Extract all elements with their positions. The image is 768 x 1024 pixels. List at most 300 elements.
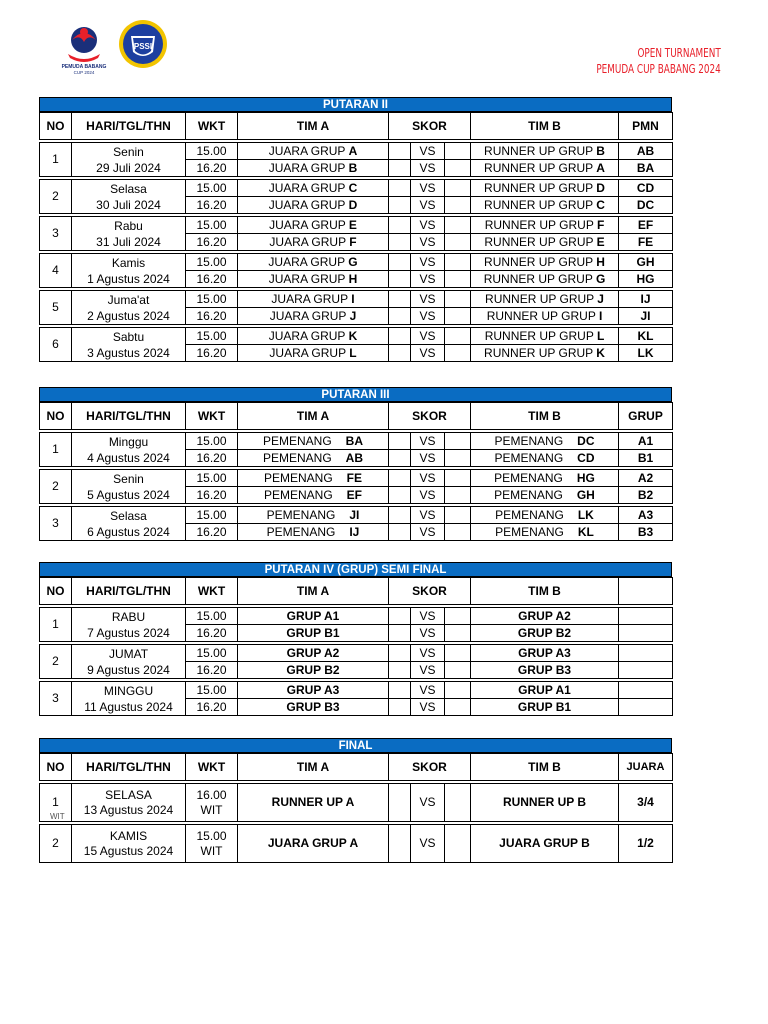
score-a xyxy=(389,699,411,716)
team-b-code: KL xyxy=(577,524,594,539)
team-a xyxy=(238,271,389,288)
match-date xyxy=(72,254,186,288)
team-a-code: A xyxy=(348,143,358,158)
match-no: 1 xyxy=(40,143,72,177)
team-a xyxy=(238,160,389,177)
match-time: 16.20 xyxy=(186,197,238,214)
header-team-a: TIM A xyxy=(238,113,389,140)
match-time: 16.20 xyxy=(186,234,238,251)
header-no: NO xyxy=(40,754,72,781)
team-a-prefix: PEMENANG xyxy=(263,470,333,485)
header-last: JUARA xyxy=(619,754,673,781)
header-score: SKOR xyxy=(389,113,471,140)
team-b-prefix: RUNNER UP GRUP xyxy=(484,143,597,158)
team-a: GRUP A1 xyxy=(238,608,389,625)
team-b: GRUP A1 xyxy=(471,682,619,699)
team-a-code: H xyxy=(348,271,358,286)
header-team-a: TIM A xyxy=(238,578,389,605)
svg-text:PSSI: PSSI xyxy=(133,42,153,51)
team-a xyxy=(238,470,389,487)
vs-label: VS xyxy=(411,160,445,177)
score-a xyxy=(389,180,411,197)
team-a-prefix: PEMENANG xyxy=(262,433,332,448)
team-a xyxy=(238,345,389,362)
vs-label: VS xyxy=(411,645,445,662)
team-a-prefix: JUARA GRUP xyxy=(269,308,350,323)
team-b-prefix: RUNNER UP GRUP xyxy=(484,254,597,269)
vs-label: VS xyxy=(411,271,445,288)
match-time: 15.00 xyxy=(186,180,238,197)
team-b xyxy=(471,291,619,308)
match-day: Senin xyxy=(113,471,144,486)
match-time-value: 15.00 xyxy=(196,828,227,843)
header-time: WKT xyxy=(186,754,238,781)
team-b-prefix: RUNNER UP GRUP xyxy=(486,308,599,323)
match-no: 4 xyxy=(40,254,72,288)
match-timezone: WIT xyxy=(200,802,223,817)
vs-label: VS xyxy=(411,328,445,345)
match-date-text: 29 Juli 2024 xyxy=(96,160,161,175)
team-a-prefix: JUARA GRUP xyxy=(268,271,349,286)
match-date-text: 13 Agustus 2024 xyxy=(83,802,174,817)
team-a: GRUP B2 xyxy=(238,662,389,679)
match-time: 15.00 xyxy=(186,254,238,271)
table-row xyxy=(40,682,673,699)
match-date-text: 11 Agustus 2024 xyxy=(84,699,173,714)
team-b-code: F xyxy=(596,217,605,232)
match-date-text: 5 Agustus 2024 xyxy=(87,487,170,502)
pemuda-cup-logo xyxy=(58,20,110,76)
team-b xyxy=(471,450,619,467)
match-date-text: 6 Agustus 2024 xyxy=(87,524,170,539)
team-b xyxy=(471,308,619,325)
table-row xyxy=(40,784,673,822)
table-row xyxy=(40,143,673,160)
team-b xyxy=(471,433,619,450)
match-no: 2 xyxy=(40,470,72,504)
score-a xyxy=(389,825,411,863)
score-a xyxy=(389,308,411,325)
pssi-logo xyxy=(118,18,168,70)
team-b: GRUP B1 xyxy=(471,699,619,716)
team-b xyxy=(471,217,619,234)
match-no: 3 xyxy=(40,507,72,541)
team-a-code: IJ xyxy=(349,524,360,539)
score-b xyxy=(445,524,471,541)
team-a xyxy=(238,524,389,541)
vs-label: VS xyxy=(411,254,445,271)
match-date xyxy=(72,328,186,362)
team-a-code: K xyxy=(348,328,358,343)
match-time: 16.20 xyxy=(186,699,238,716)
pairing-code: AB xyxy=(619,143,673,160)
team-b xyxy=(471,507,619,524)
vs-label: VS xyxy=(411,784,445,822)
team-a-code: I xyxy=(351,291,355,306)
pairing-code: A3 xyxy=(619,507,673,524)
team-a xyxy=(238,180,389,197)
team-b xyxy=(471,160,619,177)
match-no: 1 xyxy=(40,608,72,642)
schedule-table xyxy=(39,753,673,863)
header-score: SKOR xyxy=(389,754,471,781)
svg-text:CUP 2024: CUP 2024 xyxy=(73,70,95,75)
match-day: Juma'at xyxy=(107,292,150,307)
schedule-table xyxy=(39,112,673,362)
team-a: RUNNER UP A xyxy=(238,784,389,822)
match-date xyxy=(72,825,186,863)
team-b: RUNNER UP B xyxy=(471,784,619,822)
team-b xyxy=(471,143,619,160)
table-row xyxy=(40,507,673,524)
team-a: GRUP A3 xyxy=(238,682,389,699)
score-a xyxy=(389,217,411,234)
team-b-code: E xyxy=(596,234,605,249)
score-a xyxy=(389,470,411,487)
score-b xyxy=(445,271,471,288)
score-b xyxy=(445,625,471,642)
pairing-code: BA xyxy=(619,160,673,177)
score-b xyxy=(445,291,471,308)
team-a-prefix: JUARA GRUP xyxy=(269,345,350,360)
score-a xyxy=(389,433,411,450)
match-time: 16.20 xyxy=(186,308,238,325)
score-a xyxy=(389,254,411,271)
vs-label: VS xyxy=(411,433,445,450)
team-b-prefix: PEMENANG xyxy=(494,450,564,465)
team-b: GRUP A3 xyxy=(471,645,619,662)
team-b-prefix: RUNNER UP GRUP xyxy=(484,328,597,343)
team-b-prefix: PEMENANG xyxy=(495,507,564,522)
final-section xyxy=(39,738,672,863)
team-b-code: G xyxy=(595,271,606,286)
table-row xyxy=(40,470,673,487)
header-date: HARI/TGL/THN xyxy=(72,403,186,430)
team-b-prefix: PEMENANG xyxy=(494,470,563,485)
match-no: 2 xyxy=(40,825,72,863)
score-b xyxy=(445,699,471,716)
match-time xyxy=(186,784,238,822)
header-time: WKT xyxy=(186,113,238,140)
match-time: 15.00 xyxy=(186,291,238,308)
round-3-section xyxy=(39,387,672,541)
empty-cell xyxy=(619,662,673,679)
match-date-text: 3 Agustus 2024 xyxy=(87,345,170,360)
table-row xyxy=(40,328,673,345)
score-b xyxy=(445,197,471,214)
team-a xyxy=(238,143,389,160)
score-b xyxy=(445,433,471,450)
team-a-code: B xyxy=(348,160,358,175)
header-team-b: TIM B xyxy=(471,754,619,781)
header-no: NO xyxy=(40,578,72,605)
score-b xyxy=(445,180,471,197)
match-day: Minggu xyxy=(108,434,149,449)
team-b-code: LK xyxy=(577,507,594,522)
match-no: 3 xyxy=(40,217,72,251)
empty-cell xyxy=(619,608,673,625)
team-a xyxy=(238,487,389,504)
team-b-prefix: RUNNER UP GRUP xyxy=(484,180,597,195)
empty-cell xyxy=(619,625,673,642)
vs-label: VS xyxy=(411,662,445,679)
header-last: PMN xyxy=(619,113,673,140)
table-header-row xyxy=(40,754,673,781)
match-time: 16.20 xyxy=(186,160,238,177)
score-b xyxy=(445,450,471,467)
vs-label: VS xyxy=(411,291,445,308)
header-last xyxy=(619,578,673,605)
header-team-a: TIM A xyxy=(238,754,389,781)
header-no: NO xyxy=(40,113,72,140)
pairing-code: B2 xyxy=(619,487,673,504)
score-b xyxy=(445,645,471,662)
header-date: HARI/TGL/THN xyxy=(72,754,186,781)
score-b xyxy=(445,507,471,524)
table-row xyxy=(40,608,673,625)
team-a xyxy=(238,450,389,467)
score-b xyxy=(445,254,471,271)
team-b xyxy=(471,271,619,288)
vs-label: VS xyxy=(411,180,445,197)
match-time: 15.00 xyxy=(186,433,238,450)
vs-label: VS xyxy=(411,487,445,504)
section-title: PUTARAN IV (GRUP) SEMI FINAL xyxy=(39,562,672,577)
team-a-code: L xyxy=(349,345,357,360)
score-a xyxy=(389,507,411,524)
score-b xyxy=(445,234,471,251)
team-a-code: G xyxy=(348,254,358,269)
round-2-section xyxy=(39,97,672,362)
match-date xyxy=(72,507,186,541)
stray-wit-text: WIT xyxy=(50,812,65,821)
match-day: SELASA xyxy=(105,787,152,802)
team-a-code: C xyxy=(348,180,358,195)
table-header-row xyxy=(40,578,673,605)
team-b-prefix: PEMENANG xyxy=(494,487,563,502)
vs-label: VS xyxy=(411,682,445,699)
pairing-code: GH xyxy=(619,254,673,271)
team-b-code: K xyxy=(596,345,605,360)
vs-label: VS xyxy=(411,524,445,541)
team-a-prefix: PEMENANG xyxy=(263,487,333,502)
team-a-prefix: JUARA GRUP xyxy=(271,291,352,306)
team-b-prefix: RUNNER UP GRUP xyxy=(484,345,597,360)
pairing-code: KL xyxy=(619,328,673,345)
pairing-code: B3 xyxy=(619,524,673,541)
vs-label: VS xyxy=(411,217,445,234)
match-date xyxy=(72,682,186,716)
team-a-code: D xyxy=(348,197,358,212)
score-a xyxy=(389,450,411,467)
match-no: 1 xyxy=(40,433,72,467)
match-date-text: 2 Agustus 2024 xyxy=(87,308,170,323)
score-a xyxy=(389,143,411,160)
vs-label: VS xyxy=(411,143,445,160)
team-a: GRUP B3 xyxy=(238,699,389,716)
header-team-b: TIM B xyxy=(471,113,619,140)
empty-cell xyxy=(619,682,673,699)
team-a-prefix: JUARA GRUP xyxy=(268,254,349,269)
team-a xyxy=(238,254,389,271)
team-a xyxy=(238,217,389,234)
team-b-code: HG xyxy=(576,470,595,485)
score-b xyxy=(445,487,471,504)
team-a xyxy=(238,328,389,345)
team-b-code: DC xyxy=(577,433,595,448)
team-a-code: AB xyxy=(345,450,364,465)
match-no: 5 xyxy=(40,291,72,325)
pairing-code: JI xyxy=(619,308,673,325)
team-a-code: FE xyxy=(346,470,363,485)
team-b xyxy=(471,470,619,487)
match-date xyxy=(72,645,186,679)
match-no: 6 xyxy=(40,328,72,362)
team-b-code: C xyxy=(596,197,605,212)
score-a xyxy=(389,291,411,308)
team-a-prefix: JUARA GRUP xyxy=(268,180,349,195)
team-a-prefix: JUARA GRUP xyxy=(268,143,349,158)
score-a xyxy=(389,784,411,822)
placement: 1/2 xyxy=(619,825,673,863)
header-time: WKT xyxy=(186,403,238,430)
pairing-code: HG xyxy=(619,271,673,288)
pairing-code: DC xyxy=(619,197,673,214)
team-a xyxy=(238,507,389,524)
team-b xyxy=(471,328,619,345)
team-b: GRUP A2 xyxy=(471,608,619,625)
match-time: 16.20 xyxy=(186,345,238,362)
vs-label: VS xyxy=(411,625,445,642)
header-date: HARI/TGL/THN xyxy=(72,578,186,605)
pairing-code: FE xyxy=(619,234,673,251)
tournament-title xyxy=(597,45,721,77)
round-4-section xyxy=(39,562,672,716)
team-b-code: J xyxy=(597,291,604,306)
match-time: 15.00 xyxy=(186,328,238,345)
vs-label: VS xyxy=(411,197,445,214)
vs-label: VS xyxy=(411,308,445,325)
match-date xyxy=(72,291,186,325)
team-a: JUARA GRUP A xyxy=(238,825,389,863)
section-title: PUTARAN II xyxy=(39,97,672,112)
team-a xyxy=(238,197,389,214)
score-a xyxy=(389,271,411,288)
team-a-prefix: JUARA GRUP xyxy=(268,160,349,175)
team-a-code: F xyxy=(349,234,357,249)
match-day: Sabtu xyxy=(112,329,145,344)
match-day: Selasa xyxy=(110,508,147,523)
header-no: NO xyxy=(40,403,72,430)
match-time: 15.00 xyxy=(186,470,238,487)
score-a xyxy=(389,608,411,625)
team-a xyxy=(238,433,389,450)
match-day: Senin xyxy=(113,144,144,159)
vs-label: VS xyxy=(411,450,445,467)
team-b-code: CD xyxy=(577,450,595,465)
header-last: GRUP xyxy=(619,403,673,430)
match-day: Rabu xyxy=(114,218,143,233)
team-b xyxy=(471,180,619,197)
match-date-text: 31 Juli 2024 xyxy=(96,234,161,249)
match-time: 16.20 xyxy=(186,450,238,467)
team-b xyxy=(471,524,619,541)
team-b-prefix: PEMENANG xyxy=(495,524,564,539)
match-time: 15.00 xyxy=(186,143,238,160)
pairing-code: A1 xyxy=(619,433,673,450)
score-a xyxy=(389,662,411,679)
team-a xyxy=(238,291,389,308)
score-b xyxy=(445,217,471,234)
vs-label: VS xyxy=(411,345,445,362)
team-b: GRUP B2 xyxy=(471,625,619,642)
team-b-code: A xyxy=(596,160,605,175)
match-time: 15.00 xyxy=(186,608,238,625)
score-a xyxy=(389,682,411,699)
table-header-row xyxy=(40,113,673,140)
empty-cell xyxy=(619,699,673,716)
pairing-code: B1 xyxy=(619,450,673,467)
score-b xyxy=(445,328,471,345)
team-a-code: JI xyxy=(349,507,360,522)
match-day: Kamis xyxy=(111,255,146,270)
team-b: JUARA GRUP B xyxy=(471,825,619,863)
match-time: 15.00 xyxy=(186,507,238,524)
table-row xyxy=(40,645,673,662)
match-day: RABU xyxy=(111,609,146,624)
score-a xyxy=(389,524,411,541)
team-a xyxy=(238,308,389,325)
schedule-table xyxy=(39,402,673,541)
team-a xyxy=(238,234,389,251)
team-b xyxy=(471,197,619,214)
match-time: 16.20 xyxy=(186,524,238,541)
team-b-prefix: RUNNER UP GRUP xyxy=(484,234,597,249)
pairing-code: LK xyxy=(619,345,673,362)
team-b-code: GH xyxy=(576,487,595,502)
team-a-code: EF xyxy=(346,487,363,502)
svg-text:PEMUDA BABANG: PEMUDA BABANG xyxy=(61,64,107,70)
table-row xyxy=(40,180,673,197)
team-a-prefix: JUARA GRUP xyxy=(269,217,349,232)
table-row xyxy=(40,254,673,271)
table-row xyxy=(40,433,673,450)
match-day: KAMIS xyxy=(109,828,148,843)
team-b xyxy=(471,254,619,271)
team-b-code: H xyxy=(596,254,605,269)
empty-cell xyxy=(619,645,673,662)
score-b xyxy=(445,160,471,177)
match-date-text: 1 Agustus 2024 xyxy=(87,271,170,286)
match-date-text: 9 Agustus 2024 xyxy=(87,662,170,677)
header-team-b: TIM B xyxy=(471,403,619,430)
score-a xyxy=(389,345,411,362)
schedule-table xyxy=(39,577,673,716)
team-b-code: D xyxy=(596,180,605,195)
match-date xyxy=(72,608,186,642)
header-team-b: TIM B xyxy=(471,578,619,605)
match-date xyxy=(72,784,186,822)
table-header-row xyxy=(40,403,673,430)
table-row xyxy=(40,291,673,308)
title-line-1: OPEN TURNAMENT xyxy=(637,46,721,60)
score-b xyxy=(445,608,471,625)
score-b xyxy=(445,308,471,325)
vs-label: VS xyxy=(411,608,445,625)
team-b xyxy=(471,234,619,251)
match-no: 1 xyxy=(40,784,72,822)
team-a-prefix: JUARA GRUP xyxy=(268,197,349,212)
